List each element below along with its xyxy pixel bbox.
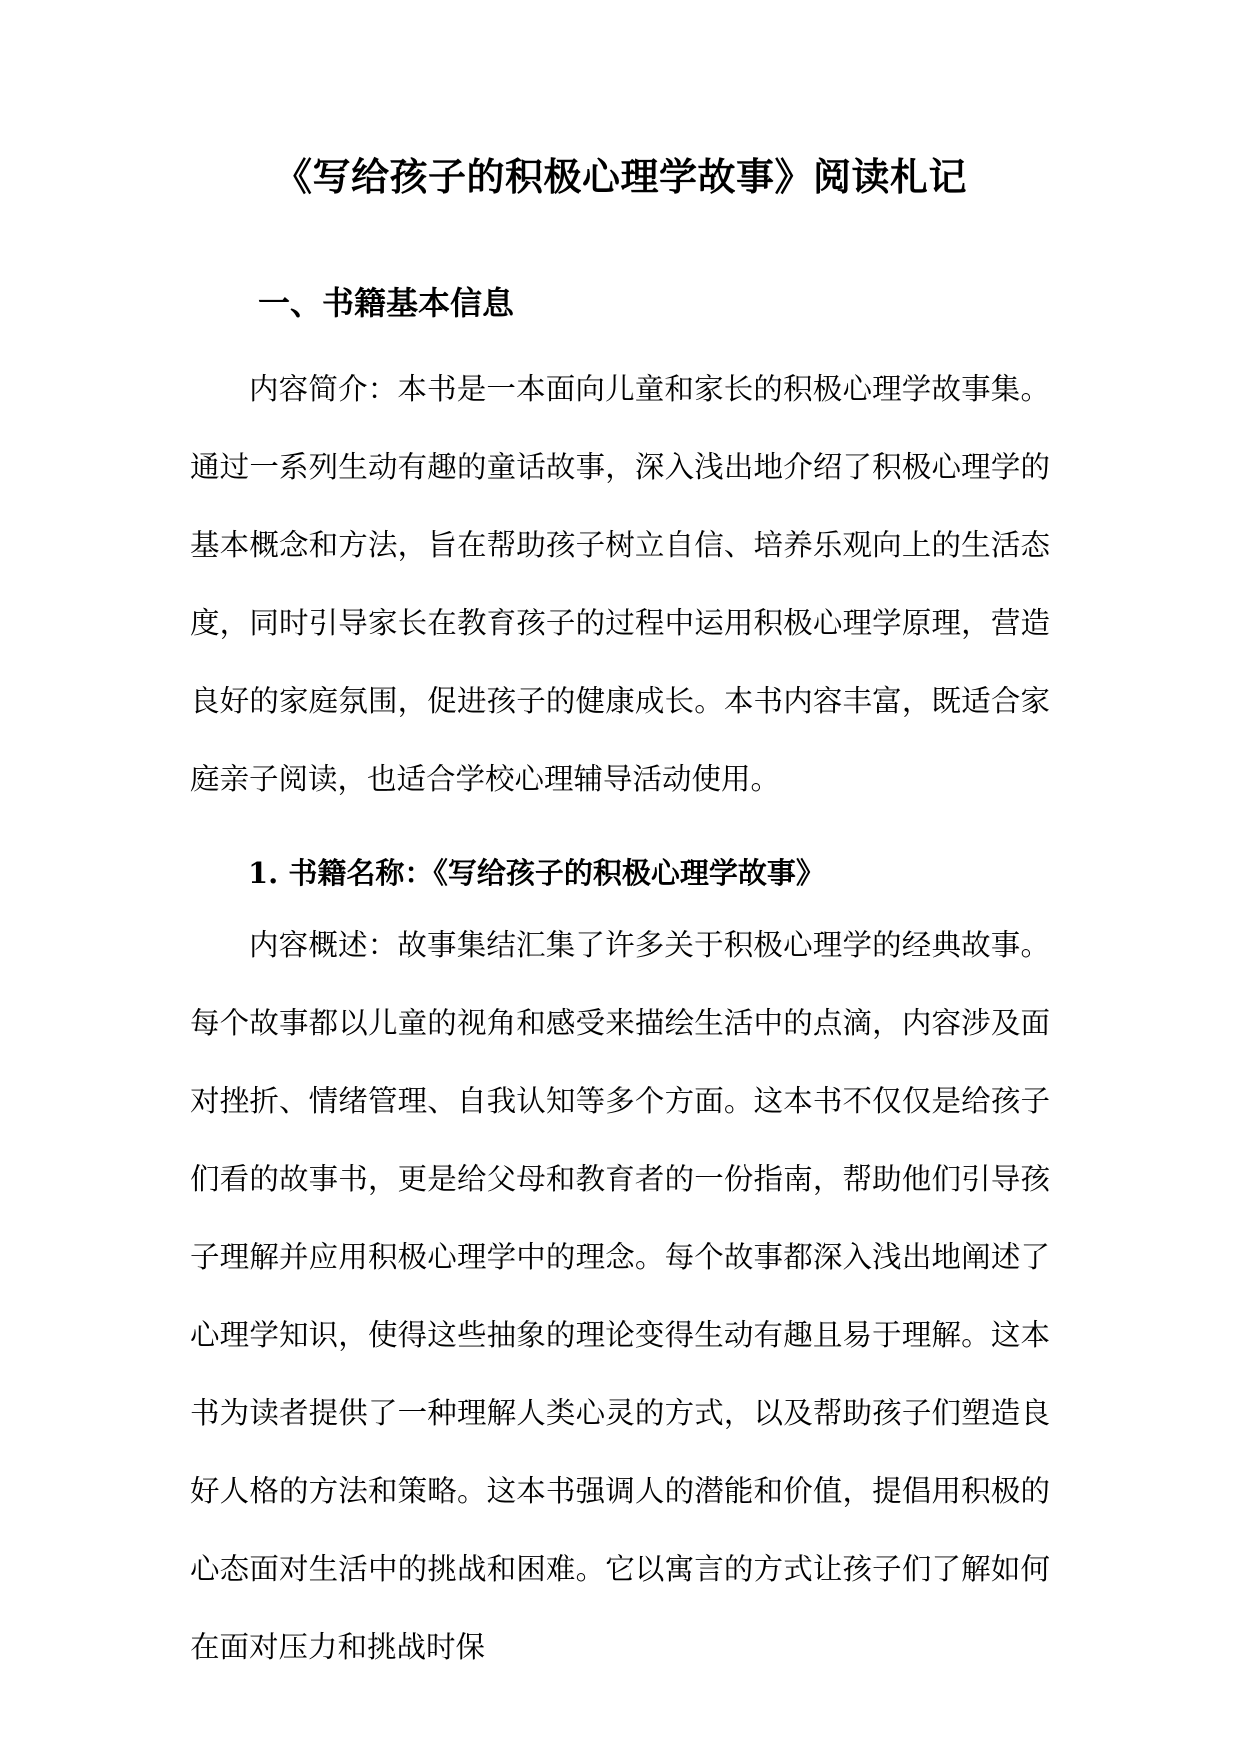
subsection-heading-book-name: 1. 书籍名称：《写给孩子的积极心理学故事》 <box>248 856 825 890</box>
paragraph-content-overview: 内容概述：故事集结汇集了许多关于积极心理学的经典故事。每个故事都以儿童的视角和感受来描绘生活中的点滴，内容涉及面对挫折、情绪管理、自我认知等多个方面。这本书不仅仅是给孩子们看的故事书，更是给父母和教育者的一份指南，帮助他们引导孩子理解并应用积极心理学中的理念。每个故事都深入浅出地阐述了心理学知识，使得这些抽象的理论变得生动有趣且易于理解。这本书为读者提供了一种理解人类心灵的方式，以及帮助孩子们塑造良好人格的方法和策略。这本书强调人的潜能和价值，提倡用积极的心态面对生活中的挑战和困难。它以寓言的方式让孩子们了解如何在面对压力和挑战时保 <box>190 928 1050 1664</box>
paragraph-content-summary: 内容简介：本书是一本面向儿童和家长的积极心理学故事集。通过一系列生动有趣的童话故事，深入浅出地介绍了积极心理学的基本概念和方法，旨在帮助孩子树立自信、培养乐观向上的生活态度，同时引导家长在教育孩子的过程中运用积极心理学原理，营造良好的家庭氛围，促进孩子的健康成长。本书内容丰富，既适合家庭亲子阅读，也适合学校心理辅导活动使用。 <box>190 372 1050 796</box>
document-title: 《写给孩子的积极心理学故事》阅读札记 <box>273 154 967 199</box>
section-heading-basic-info: 一、书籍基本信息 <box>258 284 515 322</box>
